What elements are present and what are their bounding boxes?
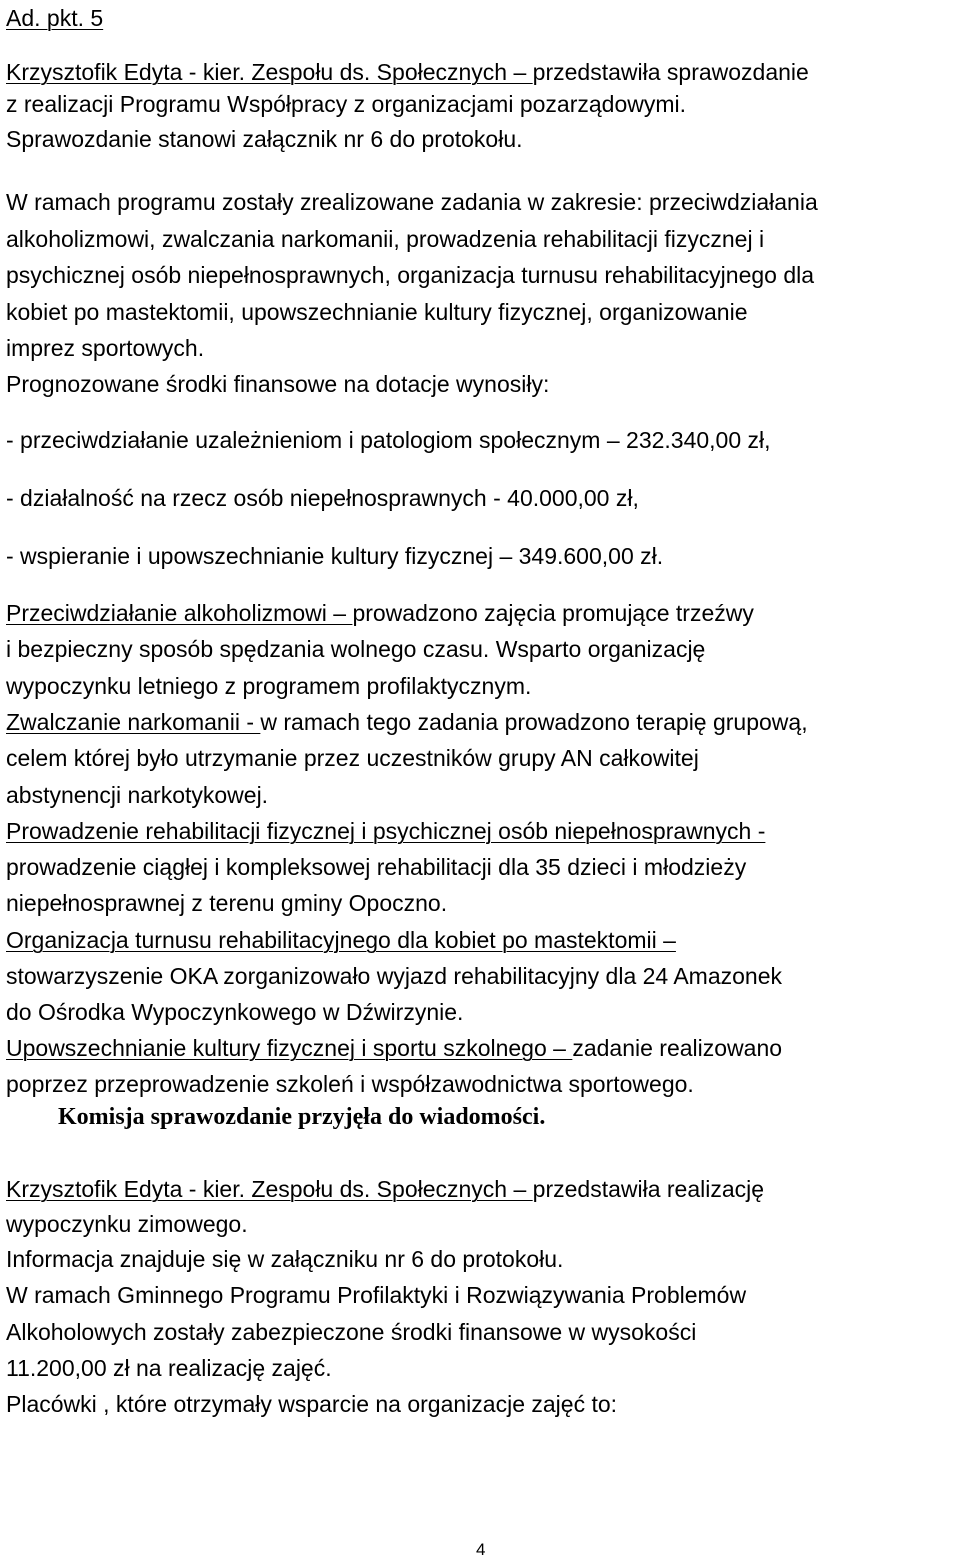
task-5-line-2: poprzez przeprowadzenie szkoleń i współzawodnictwa sportowego.: [6, 1071, 694, 1097]
task-2-text: w ramach tego zadania prowadzono terapię grupową,: [260, 709, 808, 735]
report-1-line-1: [6, 58, 809, 86]
report-1-line-2: z realizacji Programu Współpracy z organizacjami pozarządowymi.: [6, 91, 687, 117]
program-line: kobiet po mastektomii, upowszechnianie kultury fizycznej, organizowanie: [6, 299, 748, 325]
task-4-heading: Organizacja turnusu rehabilitacyjnego dla kobiet po mastektomii –: [6, 927, 676, 953]
fund-item: - przeciwdziałanie uzależnieniom i patologiom społecznym – 232.340,00 zł,: [6, 427, 771, 453]
task-3-line-3: niepełnosprawnej z terenu gminy Opoczno.: [6, 890, 448, 916]
task-1-line-1: [6, 599, 754, 627]
task-2-line-1: [6, 708, 808, 736]
task-2-heading: Zwalczanie narkomanii -: [6, 709, 261, 735]
presenter-name: Krzysztofik Edyta - kier. Zespołu ds. Społecznych –: [6, 59, 533, 85]
report-2-line: Alkoholowych zostały zabezpieczone środki finansowe w wysokości: [6, 1319, 697, 1345]
page-number: 4: [476, 1540, 486, 1559]
presenter-name: Krzysztofik Edyta - kier. Zespołu ds. Społecznych –: [6, 1176, 533, 1202]
report-1-line-3: Sprawozdanie stanowi załącznik nr 6 do protokołu.: [6, 126, 523, 152]
task-1-text: prowadzono zajęcia promujące trzeźwy: [352, 600, 754, 626]
task-5-text: zadanie realizowano: [572, 1035, 783, 1061]
commission-decision: Komisja sprawozdanie przyjęła do wiadomości.: [58, 1104, 546, 1130]
task-1-line-3: wypoczynku letniego z programem profilaktycznym.: [6, 673, 532, 699]
report-2-line: Informacja znajduje się w załączniku nr 6 do protokołu.: [6, 1246, 564, 1272]
agenda-point-heading: Ad. pkt. 5: [6, 5, 104, 31]
task-3-heading: Prowadzenie rehabilitacji fizycznej i psychicznej osób niepełnosprawnych -: [6, 818, 766, 844]
report-2-line: wypoczynku zimowego.: [6, 1211, 248, 1237]
task-2-line-3: abstynencji narkotykowej.: [6, 782, 269, 808]
report-2-text: przedstawiła realizację: [532, 1176, 765, 1202]
task-3-line-2: prowadzenie ciągłej i kompleksowej rehabilitacji dla 35 dzieci i młodzieży: [6, 854, 747, 880]
task-4-line-2: stowarzyszenie OKA zorganizowało wyjazd rehabilitacyjny dla 24 Amazonek: [6, 963, 783, 989]
program-line: psychicznej osób niepełnosprawnych, organizacja turnusu rehabilitacyjnego dla: [6, 262, 815, 288]
task-5-line-1: [6, 1034, 782, 1062]
task-1-heading: Przeciwdziałanie alkoholizmowi –: [6, 600, 353, 626]
report-2-line-1: [6, 1175, 764, 1203]
report-2-line: 11.200,00 zł na realizację zajęć.: [6, 1355, 332, 1381]
fund-item: - wspieranie i upowszechnianie kultury fizycznej – 349.600,00 zł.: [6, 543, 664, 569]
program-line: imprez sportowych.: [6, 335, 205, 361]
task-5-heading: Upowszechnianie kultury fizycznej i sportu szkolnego –: [6, 1035, 573, 1061]
program-line: alkoholizmowi, zwalczania narkomanii, prowadzenia rehabilitacji fizycznej i: [6, 226, 765, 252]
task-1-line-2: i bezpieczny sposób spędzania wolnego czasu. Wsparto organizację: [6, 636, 706, 662]
program-line: W ramach programu zostały zrealizowane zadania w zakresie: przeciwdziałania: [6, 189, 818, 215]
forecast-funds-heading: Prognozowane środki finansowe na dotacje wynosiły:: [6, 371, 550, 397]
fund-item: - działalność na rzecz osób niepełnosprawnych - 40.000,00 zł,: [6, 485, 639, 511]
report-1-text: przedstawiła sprawozdanie: [532, 59, 809, 85]
task-2-line-2: celem której było utrzymanie przez uczestników grupy AN całkowitej: [6, 745, 699, 771]
report-2-line: Placówki , które otrzymały wsparcie na organizacje zajęć to:: [6, 1391, 618, 1417]
task-4-line-3: do Ośrodka Wypoczynkowego w Dźwirzynie.: [6, 999, 464, 1025]
report-2-line: W ramach Gminnego Programu Profilaktyki i Rozwiązywania Problemów: [6, 1282, 747, 1308]
